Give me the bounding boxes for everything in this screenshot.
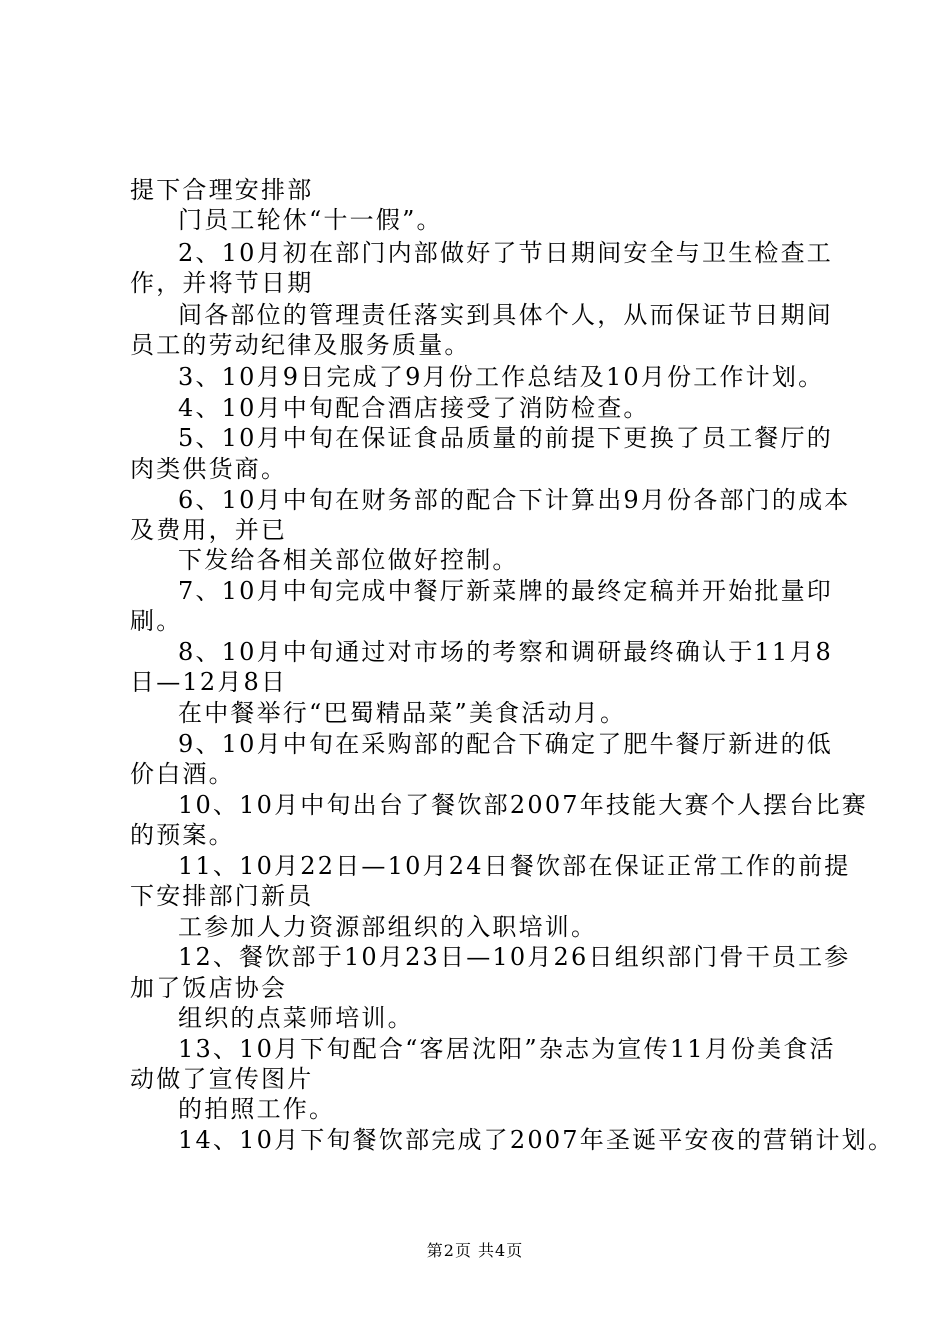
text-line: 2、10月初在部门内部做好了节日期间安全与卫生检查工 xyxy=(178,239,834,267)
text-line: 7、10月中旬完成中餐厅新菜牌的最终定稿并开始批量印 xyxy=(178,577,834,605)
text-line: 8、10月中旬通过对市场的考察和调研最终确认于11月8 xyxy=(178,638,834,666)
text-line: 动做了宣传图片 xyxy=(130,1065,314,1093)
text-line: 工参加人力资源部组织的入职培训。 xyxy=(178,913,598,941)
text-line: 在中餐举行“巴蜀精品菜”美食活动月。 xyxy=(178,699,627,727)
text-line: 5、10月中旬在保证食品质量的前提下更换了员工餐厅的 xyxy=(178,424,834,452)
text-line: 间各部位的管理责任落实到具体个人，从而保证节日期间 xyxy=(178,301,833,329)
text-line: 13、10月下旬配合“客居沈阳”杂志为宣传11月份美食活 xyxy=(178,1035,836,1063)
text-line: 的拍照工作。 xyxy=(178,1095,336,1123)
page-number-footer: 第2页 共4页 xyxy=(426,1241,524,1260)
text-line: 刷。 xyxy=(130,607,183,635)
text-line: 下发给各相关部位做好控制。 xyxy=(178,546,519,574)
text-line: 门员工轮休“十一假”。 xyxy=(178,206,443,234)
text-line: 提下合理安排部 xyxy=(130,176,314,204)
text-line: 14、10月下旬餐饮部完成了2007年圣诞平安夜的营销计划。 xyxy=(178,1126,895,1154)
text-line: 9、10月中旬在采购部的配合下确定了肥牛餐厅新进的低 xyxy=(178,730,834,758)
text-line: 11、10月22日—10月24日餐饮部在保证正常工作的前提 xyxy=(178,852,851,880)
text-line: 加了饭店协会 xyxy=(130,974,288,1002)
text-line: 3、10月9日完成了9月份工作总结及10月份工作计划。 xyxy=(178,363,825,391)
text-line: 12、餐饮部于10月23日—10月26日组织部门骨干员工参 xyxy=(178,943,851,971)
text-line: 组织的点菜师培训。 xyxy=(178,1004,414,1032)
text-line: 价白酒。 xyxy=(130,760,235,788)
text-line: 及费用，并已 xyxy=(130,516,288,544)
text-line: 6、10月中旬在财务部的配合下计算出9月份各部门的成本 xyxy=(178,486,851,514)
text-line: 肉类供货商。 xyxy=(130,455,288,483)
text-line: 员工的劳动纪律及服务质量。 xyxy=(130,331,471,359)
text-line: 10、10月中旬出台了餐饮部2007年技能大赛个人摆台比赛 xyxy=(178,791,868,819)
text-line: 作，并将节日期 xyxy=(130,269,314,297)
text-line: 下安排部门新员 xyxy=(130,882,314,910)
text-line: 的预案。 xyxy=(130,821,235,849)
text-line: 日—12月8日 xyxy=(130,668,288,696)
text-line: 4、10月中旬配合酒店接受了消防检查。 xyxy=(178,394,650,422)
